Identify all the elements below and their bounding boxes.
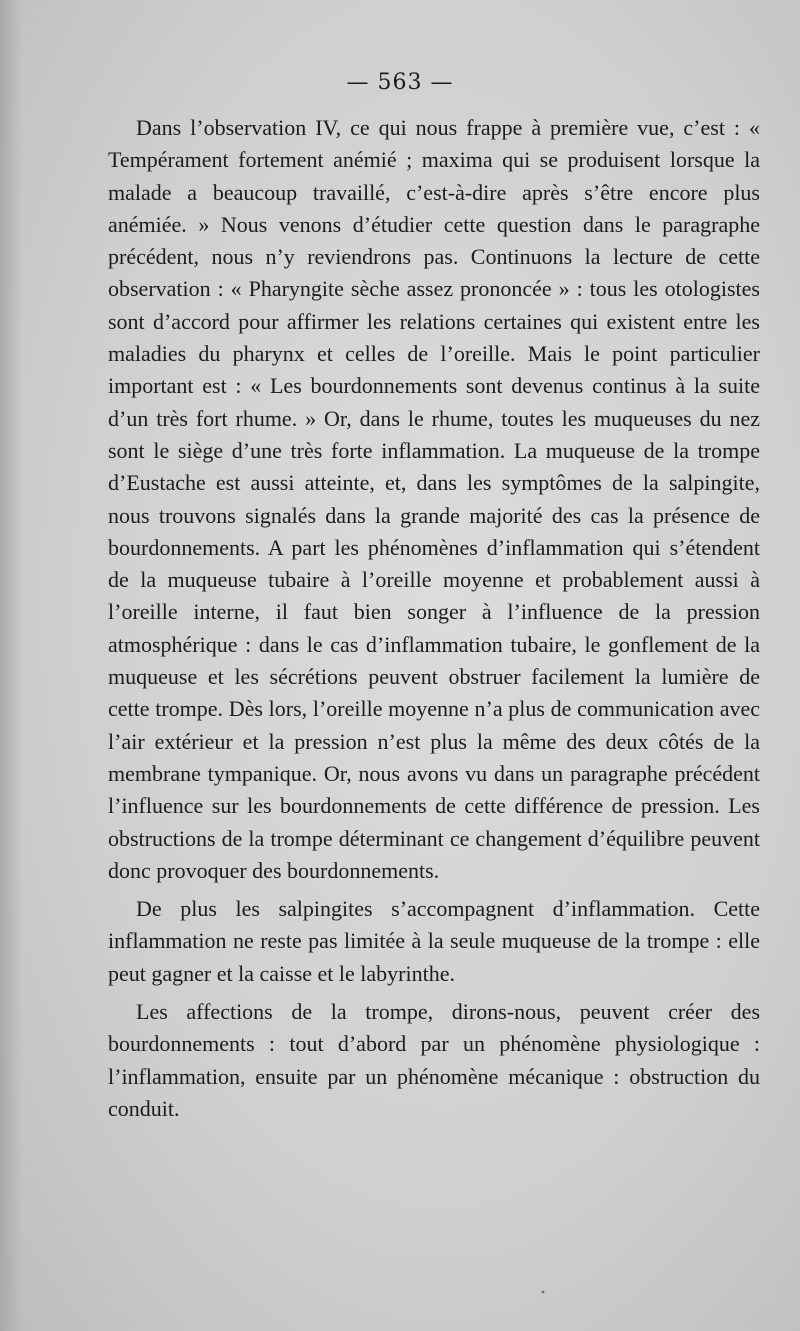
paragraph: Les affections de la trompe, dirons-nous, peuvent créer des bourdonnements : tout d’abord par un phénomène physiologique : l’inflammation, ensuite par un phénomène mécanique : obstruction du conduit.: [108, 999, 760, 1121]
page-number: — 563 —: [346, 70, 454, 95]
paragraph: De plus les salpingites s’accompagnent d’inflammation. Cette inflammation ne reste pas limitée à la seule muqueuse de la trompe : elle peut gagner et la caisse et le labyrinthe.: [108, 896, 760, 986]
page-gutter-shadow: [0, 0, 22, 1331]
paper-speck: •: [540, 1288, 546, 1299]
paragraph: Dans l’observation IV, ce qui nous frappe à première vue, c’est : « Tempérament fortement anémié ; maxima qui se produisent lorsque la malade a beaucoup travaillé, c’est-à-dire après s’être encore plus anémiée. » Nous venons d’étudier cette question dans le paragraphe précédent, nous n’y reviendrons pas. Continuons la lecture de cette observation : « Pharyngite sèche assez prononcée » : tous les otologistes sont d’accord pour affirmer les relations certaines qui existent entre les maladies du pharynx et celles de l’oreille. Mais le point particulier important est : « Les bourdonnements sont devenus continus à la suite d’un très fort rhume. » Or, dans le rhume, toutes les muqueuses du nez sont le siège d’une très forte inflammation. La muqueuse de la trompe d’Eustache est aussi atteinte, et, dans les symptômes de la salpingite, nous trouvons signalés dans la grande majorité des cas la présence de bourdonnements. A part les phénomènes d’inflammation qui s’étendent de la muqueuse tubaire à l’oreille moyenne et probablement aussi à l’oreille interne, il faut bien songer à l’influence de la pression atmosphérique : dans le cas d’inflammation tubaire, le gonflement de la muqueuse et les sécrétions peuvent obstruer facilement la lumière de cette trompe. Dès lors, l’oreille moyenne n’a plus de communication avec l’air extérieur et la pression n’est plus la même des deux côtés de la membrane tympanique. Or, nous avons vu dans un paragraphe précédent l’influence sur les bourdonnements de cette différence de pression. Les obstructions de la trompe déterminant ce changement d’équilibre peuvent donc provoquer des bourdonnements.: [108, 115, 760, 883]
body-text: [108, 112, 760, 1125]
